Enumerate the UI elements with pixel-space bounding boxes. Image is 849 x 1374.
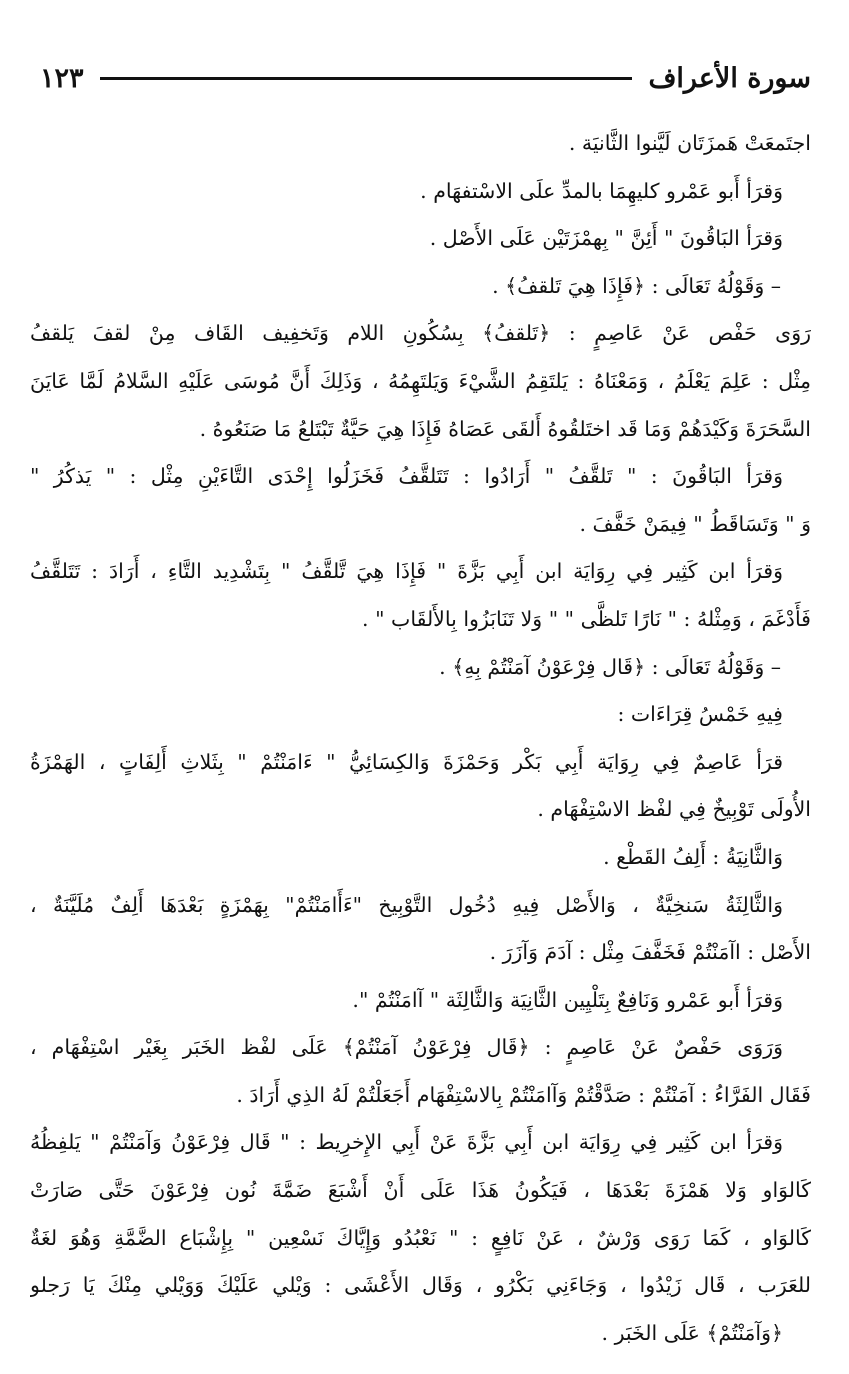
text-line: مِثْل : عَلِمَ يَعْلَمُ ، وَمَعْنَاهُ : يَلتَقِمُ الشَّيْءَ وَيَلتَهِمُهُ ، وَذَلِكَ أَنَّ مُوسَى عَلَيْهِ السَّلامُ لَمَّا عَايَنَ	[30, 368, 811, 393]
text-line: وَرَوَى حَفْصٌ عَنْ عَاصِمٍ : ﴿قَال فِرْعَوْنُ آمَنْتُمْ﴾ عَلَى لفْظ الخَبَر بِغَيْر اسْتِفْهَام ،	[30, 1035, 783, 1060]
text-line: وَقرَأ البَاقُونَ " أَئِنَّ " بِهمْزَتَيْن عَلَى الأَصْل .	[429, 226, 783, 251]
text-line: فِيهِ خَمْسُ قِرَاءَات :	[617, 702, 783, 727]
header-rule	[100, 77, 633, 80]
text-line: وَقرَأ أَبو عَمْرو كليهِمَا بالمدِّ علَى الاسْتفهَام .	[420, 178, 783, 203]
text-line: – وَقَوْلُهُ تَعَالَى : ﴿قَال فِرْعَوْنُ آمَنْتُمْ بِهِ﴾ .	[439, 654, 781, 679]
body-text	[30, 120, 811, 1357]
text-line: ﴿وَآمَنْتُمْ﴾ عَلَى الخَبَر .	[601, 1320, 783, 1345]
text-line: الأُولَى تَوْبِيخٌ فِي لفْظ الاسْتِفْهَام .	[537, 797, 811, 822]
chapter-title: سورة الأعراف	[648, 62, 811, 94]
text-line: وَ " وَتَسَاقَطُ " فِيمَنْ خَفَّفَ .	[579, 511, 811, 536]
text-line: كَالوَاو وَلا هَمْزَةَ بَعْدَهَا ، فَيَكُونُ هَذَا عَلَى أَنْ أَشْبَعَ ضَمَّةَ نُون فِرْعَوْنَ حَتَّى صَارَتْ	[30, 1178, 811, 1203]
text-line: – وَقَوْلُهُ تَعَالَى : ﴿فَإِذَا هِيَ تَلقفُ﴾ .	[492, 273, 781, 298]
text-line: قرَأ عَاصِمٌ فِي رِوَايَة أَبِي بَكْر وَحَمْزَةَ وَالكِسَائِيُّ " ءَامَنْتُمْ " بِثَلاثِ أَلِفَاتٍ ، الهَمْزَةُ	[30, 749, 783, 774]
text-line: وَقرَأ أَبو عَمْرو وَنَافِعٌ بِتَلْيِين الثَّانِيَة وَالثَّالِثَة " آامَنْتُمْ ".	[352, 987, 783, 1012]
text-line: وَالثَّانِيَةُ : أَلِفُ القَطْع .	[603, 844, 783, 869]
text-line: وَقرَأ البَاقُونَ : " تَلقَّفُ " أَرَادُوا : تَتَلقَّفُ فَخَزَلُوا إِحْدَى التَّاءَيْنِ مِثْل : " يَذكُرُ "	[30, 464, 783, 489]
text-line: رَوَى حَفْص عَنْ عَاصِمٍ : ﴿تَلقفُ﴾ بِسُكُونِ اللام وَتَخفِيف القَاف مِنْ لقفَ يَلقفُ	[30, 321, 811, 346]
text-line: فَأَدْغَمَ ، وَمِثْلهُ : " نَارًا تَلظَّى " " وَلا تَنَابَزُوا بِالأَلقَاب " .	[362, 606, 811, 631]
text-line: الأَصْل : اآمَنْتُمْ فَخَفَّفَ مِثْل : آدَمَ وَآزَرَ .	[489, 940, 811, 965]
text-line: وَقرَأ ابن كَثِير فِي رِوَايَة ابن أَبِي بَزَّةَ " فَإِذَا هِيَ تَّلقَّفُ " بِتَشْدِيد التَّاءِ ، أَرَادَ : تَتَلقَّفُ	[30, 559, 783, 584]
text-line: كَالوَاو ، كَمَا رَوَى وَرْشٌ ، عَنْ نَافِعٍ : " نَعْبُدُو وَإِيَّاكَ نَسْعِين " بِإِشْبَاع الضَّمَّةِ وَهُوَ لغَةٌ	[30, 1225, 811, 1250]
text-line: السَّحَرَةَ وَكَيْدَهُمْ وَمَا قَد اختَلقُوهُ أَلقَى عَصَاهُ فَإِذَا هِيَ حَيَّةٌ تَبْتَلعُ مَا صَنَعُوهُ .	[199, 416, 811, 441]
text-line: اجتَمعَتْ هَمزَتَان لَيَّنوا الثَّانيَة .	[568, 131, 811, 155]
page-number: ١٢٣	[40, 62, 84, 94]
running-header	[40, 58, 811, 98]
text-line: وَقرَأ ابن كَثِير فِي رِوَايَة ابن أَبِي بَزَّةَ عَنْ أَبِي الإِخرِيط : " قَال فِرْعَوْنُ وَآمَنْتُمْ " يَلفِظُهُ	[30, 1130, 783, 1155]
text-line: للعَرَب ، قَال زَيْدُوا ، وَجَاءَنِي بَكْرُو ، وَقَال الأَعْشَى : وَيْلي عَلَيْكَ وَوَيْلي مِنْكَ يَا رَجلو	[30, 1273, 811, 1298]
text-line: فَقَال الفَرَّاءُ : آمَنْتُمْ : صَدَّقْتُمْ وَآامَنْتُمْ بِالاسْتِفْهَام أَجَعَلْتُمْ لَهُ الذِي أَرَادَ .	[236, 1082, 811, 1107]
text-line: وَالثَّالِثَةُ سَنخِيَّةٌ ، وَالأَصْل فِيهِ دُخُول التَّوْبِيخ "ءَأَامَنْتُمْ" بِهَمْزَةٍ بَعْدَهَا أَلِفٌ مُلَيَّنَةٌ ،	[30, 892, 783, 917]
